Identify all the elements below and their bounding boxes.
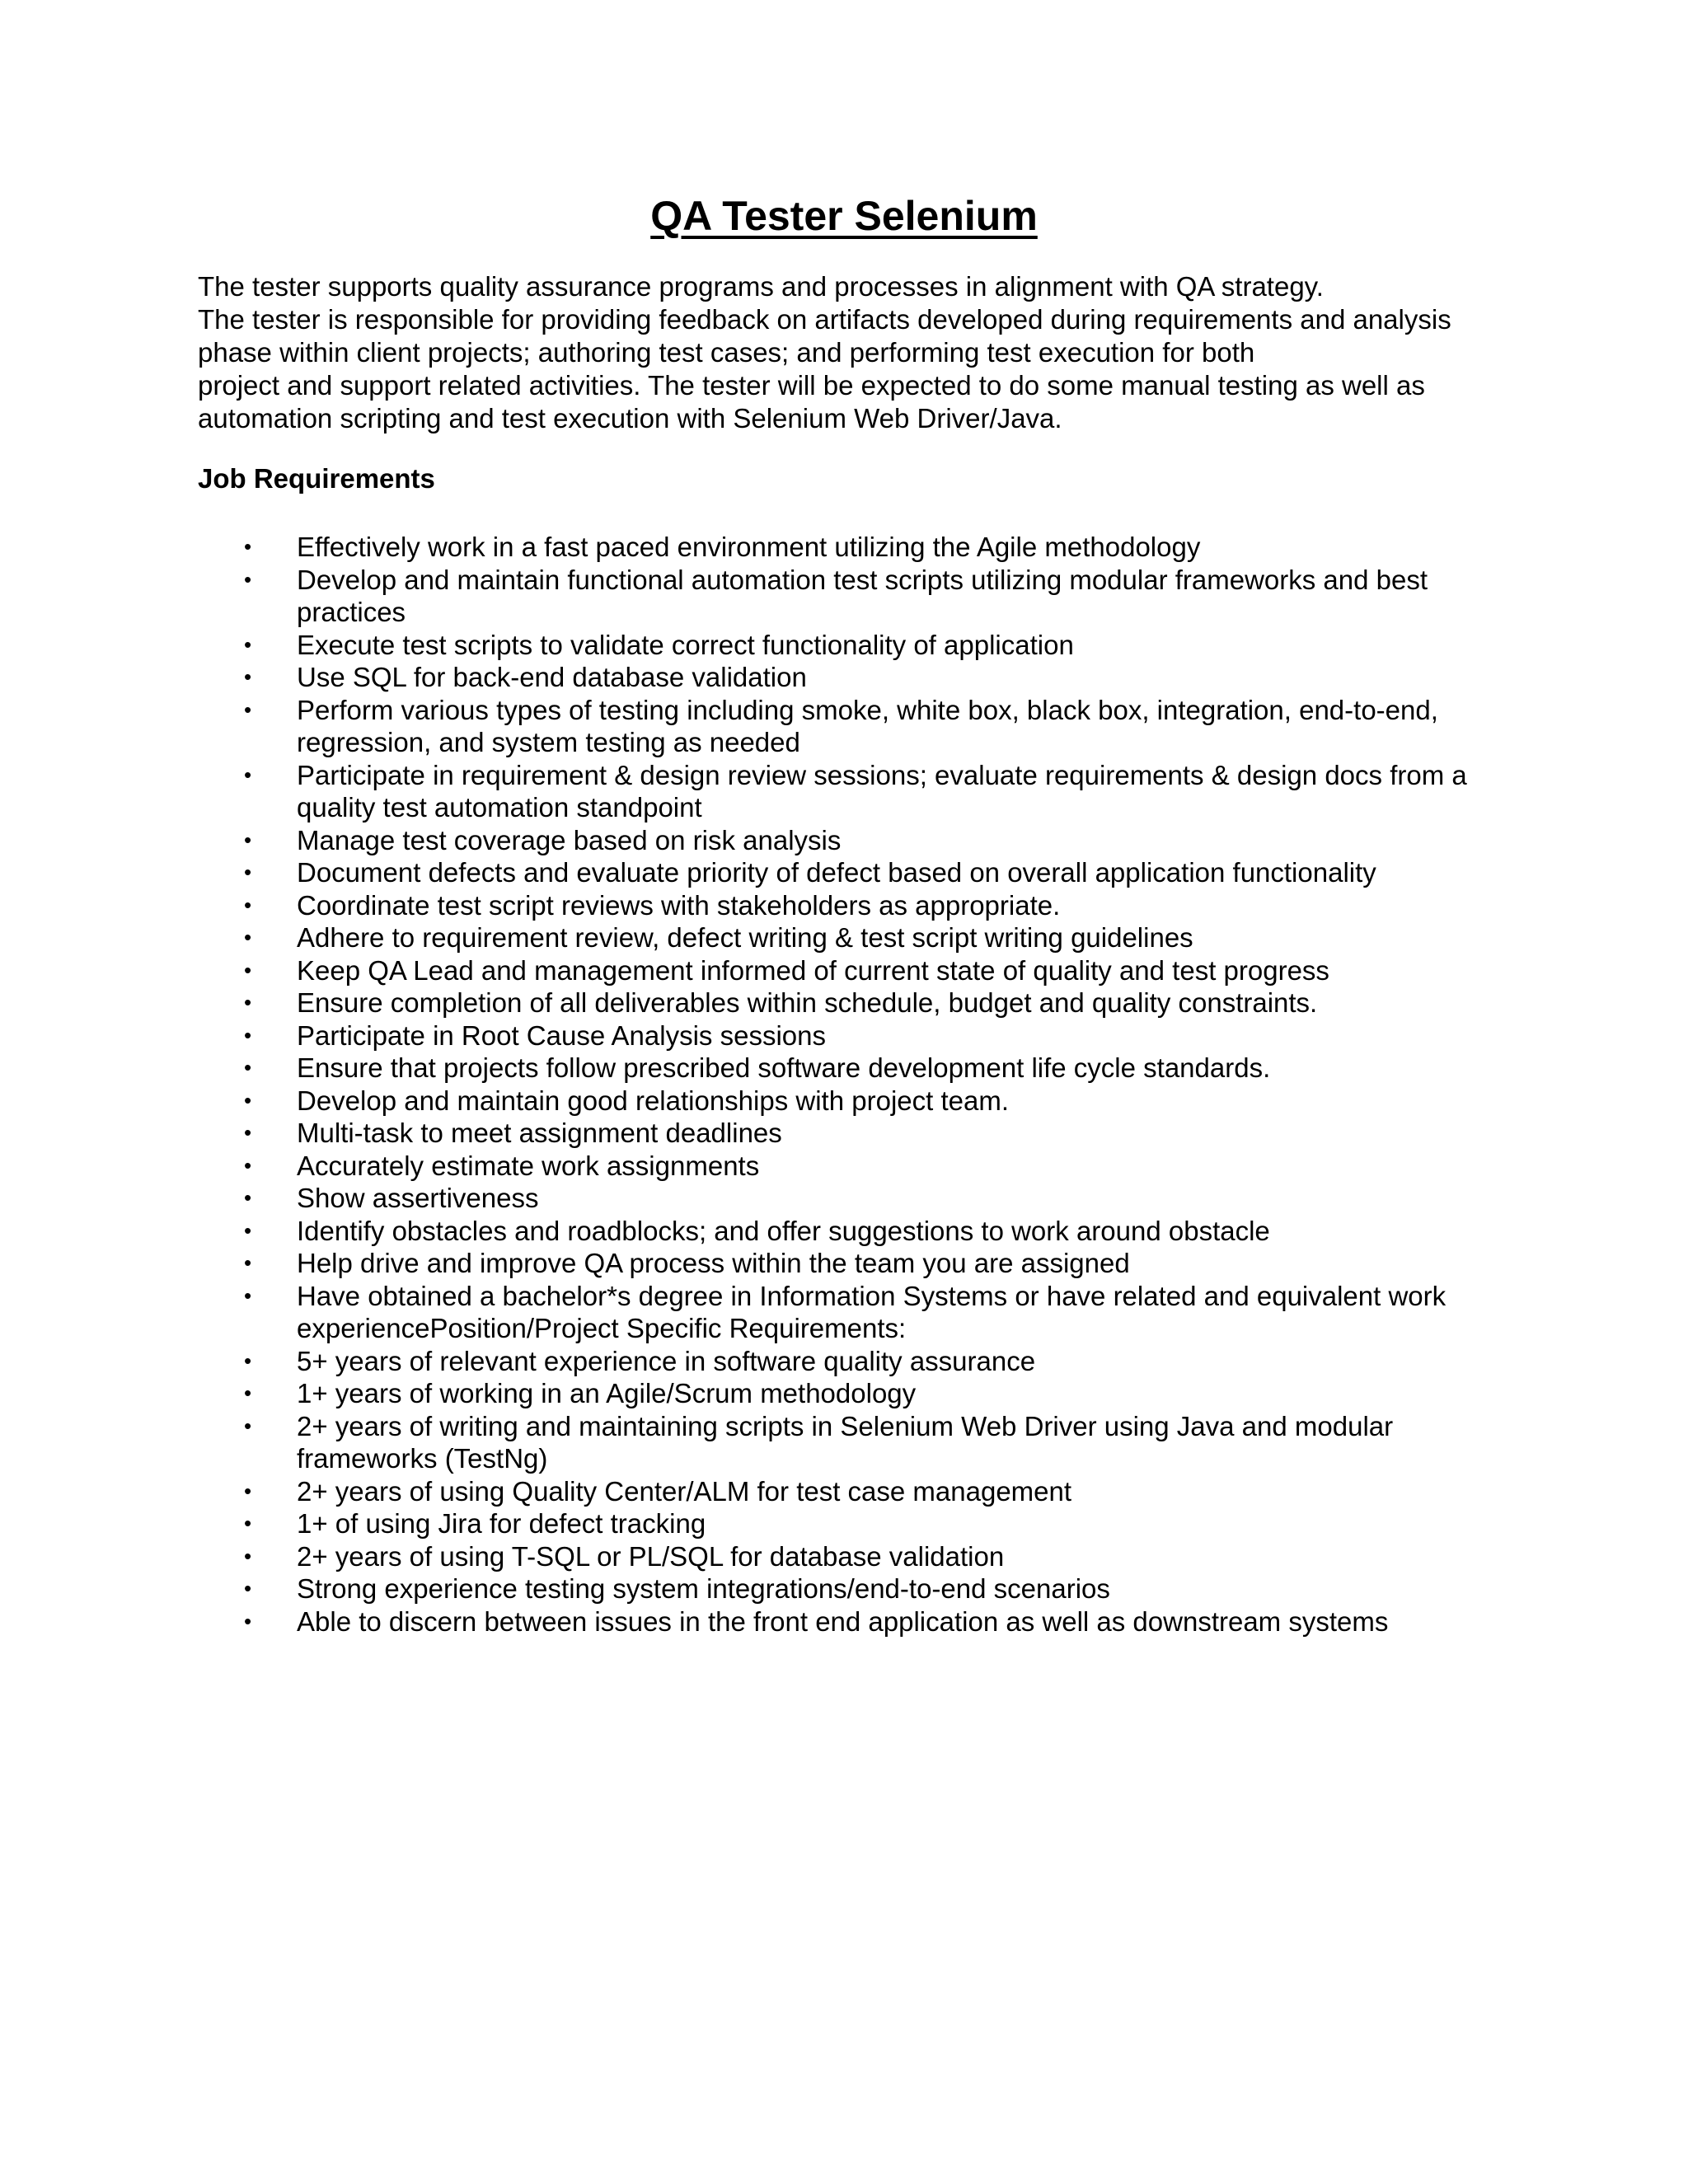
list-item-text: quality test automation standpoint (297, 792, 702, 823)
list-item (198, 987, 1517, 1019)
list-item-text: Strong experience testing system integrations/end-to-end scenarios (297, 1573, 1110, 1604)
list-item (198, 759, 1517, 824)
list-item (198, 856, 1517, 889)
bullet-icon: • (244, 1511, 252, 1535)
bullet-icon: • (244, 1543, 252, 1568)
list-item-text: Manage test coverage based on risk analysis (297, 824, 842, 855)
list-item-text: 1+ years of working in an Agile/Scrum methodology (297, 1378, 917, 1408)
list-item (198, 1540, 1517, 1573)
bullet-icon: • (244, 696, 252, 722)
list-item-text: Participate in Root Cause Analysis sessions (297, 1019, 826, 1051)
bullet-icon: • (244, 827, 252, 852)
list-item (198, 1605, 1517, 1638)
intro-line: automation scripting and test execution with Selenium Web Driver/Java. (198, 403, 1062, 434)
list-item-text: Keep QA Lead and management informed of current state of quality and test progress (297, 954, 1329, 986)
list-item-text: Ensure completion of all deliverables within schedule, budget and quality constraints. (297, 987, 1318, 1018)
list-item (198, 1019, 1517, 1052)
list-item (198, 1410, 1517, 1475)
bullet-icon: • (244, 631, 252, 657)
list-item (198, 1345, 1517, 1378)
list-item (198, 1247, 1517, 1280)
bullet-icon: • (244, 1347, 252, 1373)
intro-line: The tester is responsible for providing feedback on artifacts developed during requirements and analysis (198, 304, 1451, 335)
list-item-text: Show assertiveness (297, 1183, 539, 1213)
list-item-text: Help drive and improve QA process within the team you are assigned (297, 1248, 1130, 1278)
requirements-list (198, 531, 1517, 1638)
intro-line: phase within client projects; authoring test cases; and performing test execution for both (198, 337, 1255, 368)
bullet-icon: • (244, 892, 252, 917)
bullet-icon: • (244, 1413, 252, 1438)
list-item (198, 661, 1517, 694)
bullet-icon: • (244, 990, 252, 1015)
list-item-text: 2+ years of using Quality Center/ALM for test case management (297, 1475, 1072, 1507)
list-item-text: Identify obstacles and roadblocks; and offer suggestions to work around obstacle (297, 1215, 1270, 1246)
bullet-icon: • (244, 957, 252, 982)
list-item (198, 1572, 1517, 1605)
list-item-text: practices (297, 597, 406, 627)
bullet-icon: • (244, 1250, 252, 1275)
bullet-icon: • (244, 1608, 252, 1633)
list-item (198, 1117, 1517, 1150)
list-item (198, 1182, 1517, 1215)
intro-paragraph (198, 270, 1500, 435)
list-item (198, 824, 1517, 857)
list-item-text: Able to discern between issues in the front end application as well as downstream systems (297, 1605, 1389, 1637)
list-item (198, 1475, 1517, 1508)
bullet-icon: • (244, 1185, 252, 1210)
bullet-icon: • (244, 1120, 252, 1145)
list-item (198, 1280, 1517, 1345)
list-item-text: Execute test scripts to validate correct functionality of application (297, 629, 1074, 660)
list-item (198, 564, 1517, 629)
bullet-icon: • (244, 860, 252, 884)
list-item (198, 1052, 1517, 1085)
bullet-icon: • (244, 566, 252, 592)
list-item (198, 1507, 1517, 1540)
bullet-icon: • (244, 1380, 252, 1405)
list-item (198, 629, 1517, 662)
list-item (198, 1377, 1517, 1410)
list-item-text: Have obtained a bachelor*s degree in Information Systems or have related and equivalent work (297, 1280, 1447, 1311)
list-item (198, 1085, 1517, 1118)
list-item-text: Ensure that projects follow prescribed software development life cycle standards. (297, 1052, 1271, 1083)
list-item-text: Coordinate test script reviews with stakeholders as appropriate. (297, 889, 1061, 921)
bullet-icon: • (244, 534, 252, 559)
bullet-icon: • (244, 925, 252, 949)
list-item (198, 1150, 1517, 1183)
list-item-text: Use SQL for back-end database validation (297, 662, 807, 692)
list-item-text: frameworks (TestNg) (297, 1443, 548, 1474)
bullet-icon: • (244, 1478, 252, 1503)
list-item (198, 694, 1517, 759)
list-item (198, 531, 1517, 564)
intro-line: project and support related activities. The tester will be expected to do some manual testing as well as (198, 370, 1425, 401)
bullet-icon: • (244, 1576, 252, 1601)
intro-line: The tester supports quality assurance programs and processes in alignment with QA strategy. (198, 271, 1324, 302)
list-item-text: regression, and system testing as needed (297, 727, 800, 757)
bullet-icon: • (244, 1055, 252, 1080)
list-item-text: Develop and maintain good relationships with project team. (297, 1085, 1009, 1116)
list-item (198, 921, 1517, 954)
list-item-text: 2+ years of writing and maintaining scripts in Selenium Web Driver using Java and modular (297, 1410, 1394, 1441)
bullet-icon: • (244, 1217, 252, 1243)
list-item-text: 2+ years of using T-SQL or PL/SQL for database validation (297, 1540, 1005, 1572)
list-item-text: Participate in requirement & design review sessions; evaluate requirements & design docs from a (297, 759, 1467, 790)
list-item-text: experiencePosition/Project Specific Requirements: (297, 1313, 907, 1343)
list-item (198, 889, 1517, 922)
bullet-icon: • (244, 1022, 252, 1047)
list-item-text: Perform various types of testing including smoke, white box, black box, integration, end-to-end, (297, 694, 1438, 725)
bullet-icon: • (244, 1282, 252, 1308)
list-item-text: Develop and maintain functional automation test scripts utilizing modular frameworks and best (297, 564, 1428, 595)
list-item-text: 5+ years of relevant experience in software quality assurance (297, 1345, 1036, 1376)
list-item (198, 1215, 1517, 1248)
list-item-text: 1+ of using Jira for defect tracking (297, 1508, 706, 1539)
section-heading: Job Requirements (198, 463, 435, 494)
document-title: QA Tester Selenium (650, 193, 1038, 239)
list-item-text: Adhere to requirement review, defect writing & test script writing guidelines (297, 922, 1193, 953)
bullet-icon: • (244, 1152, 252, 1178)
list-item-text: Multi-task to meet assignment deadlines (297, 1118, 782, 1148)
bullet-icon: • (244, 664, 252, 689)
bullet-icon: • (244, 762, 252, 787)
list-item-text: Document defects and evaluate priority of defect based on overall application functionality (297, 857, 1376, 888)
list-item-text: Effectively work in a fast paced environment utilizing the Agile methodology (297, 532, 1201, 562)
list-item (198, 954, 1517, 987)
bullet-icon: • (244, 1087, 252, 1113)
list-item-text: Accurately estimate work assignments (297, 1150, 760, 1181)
